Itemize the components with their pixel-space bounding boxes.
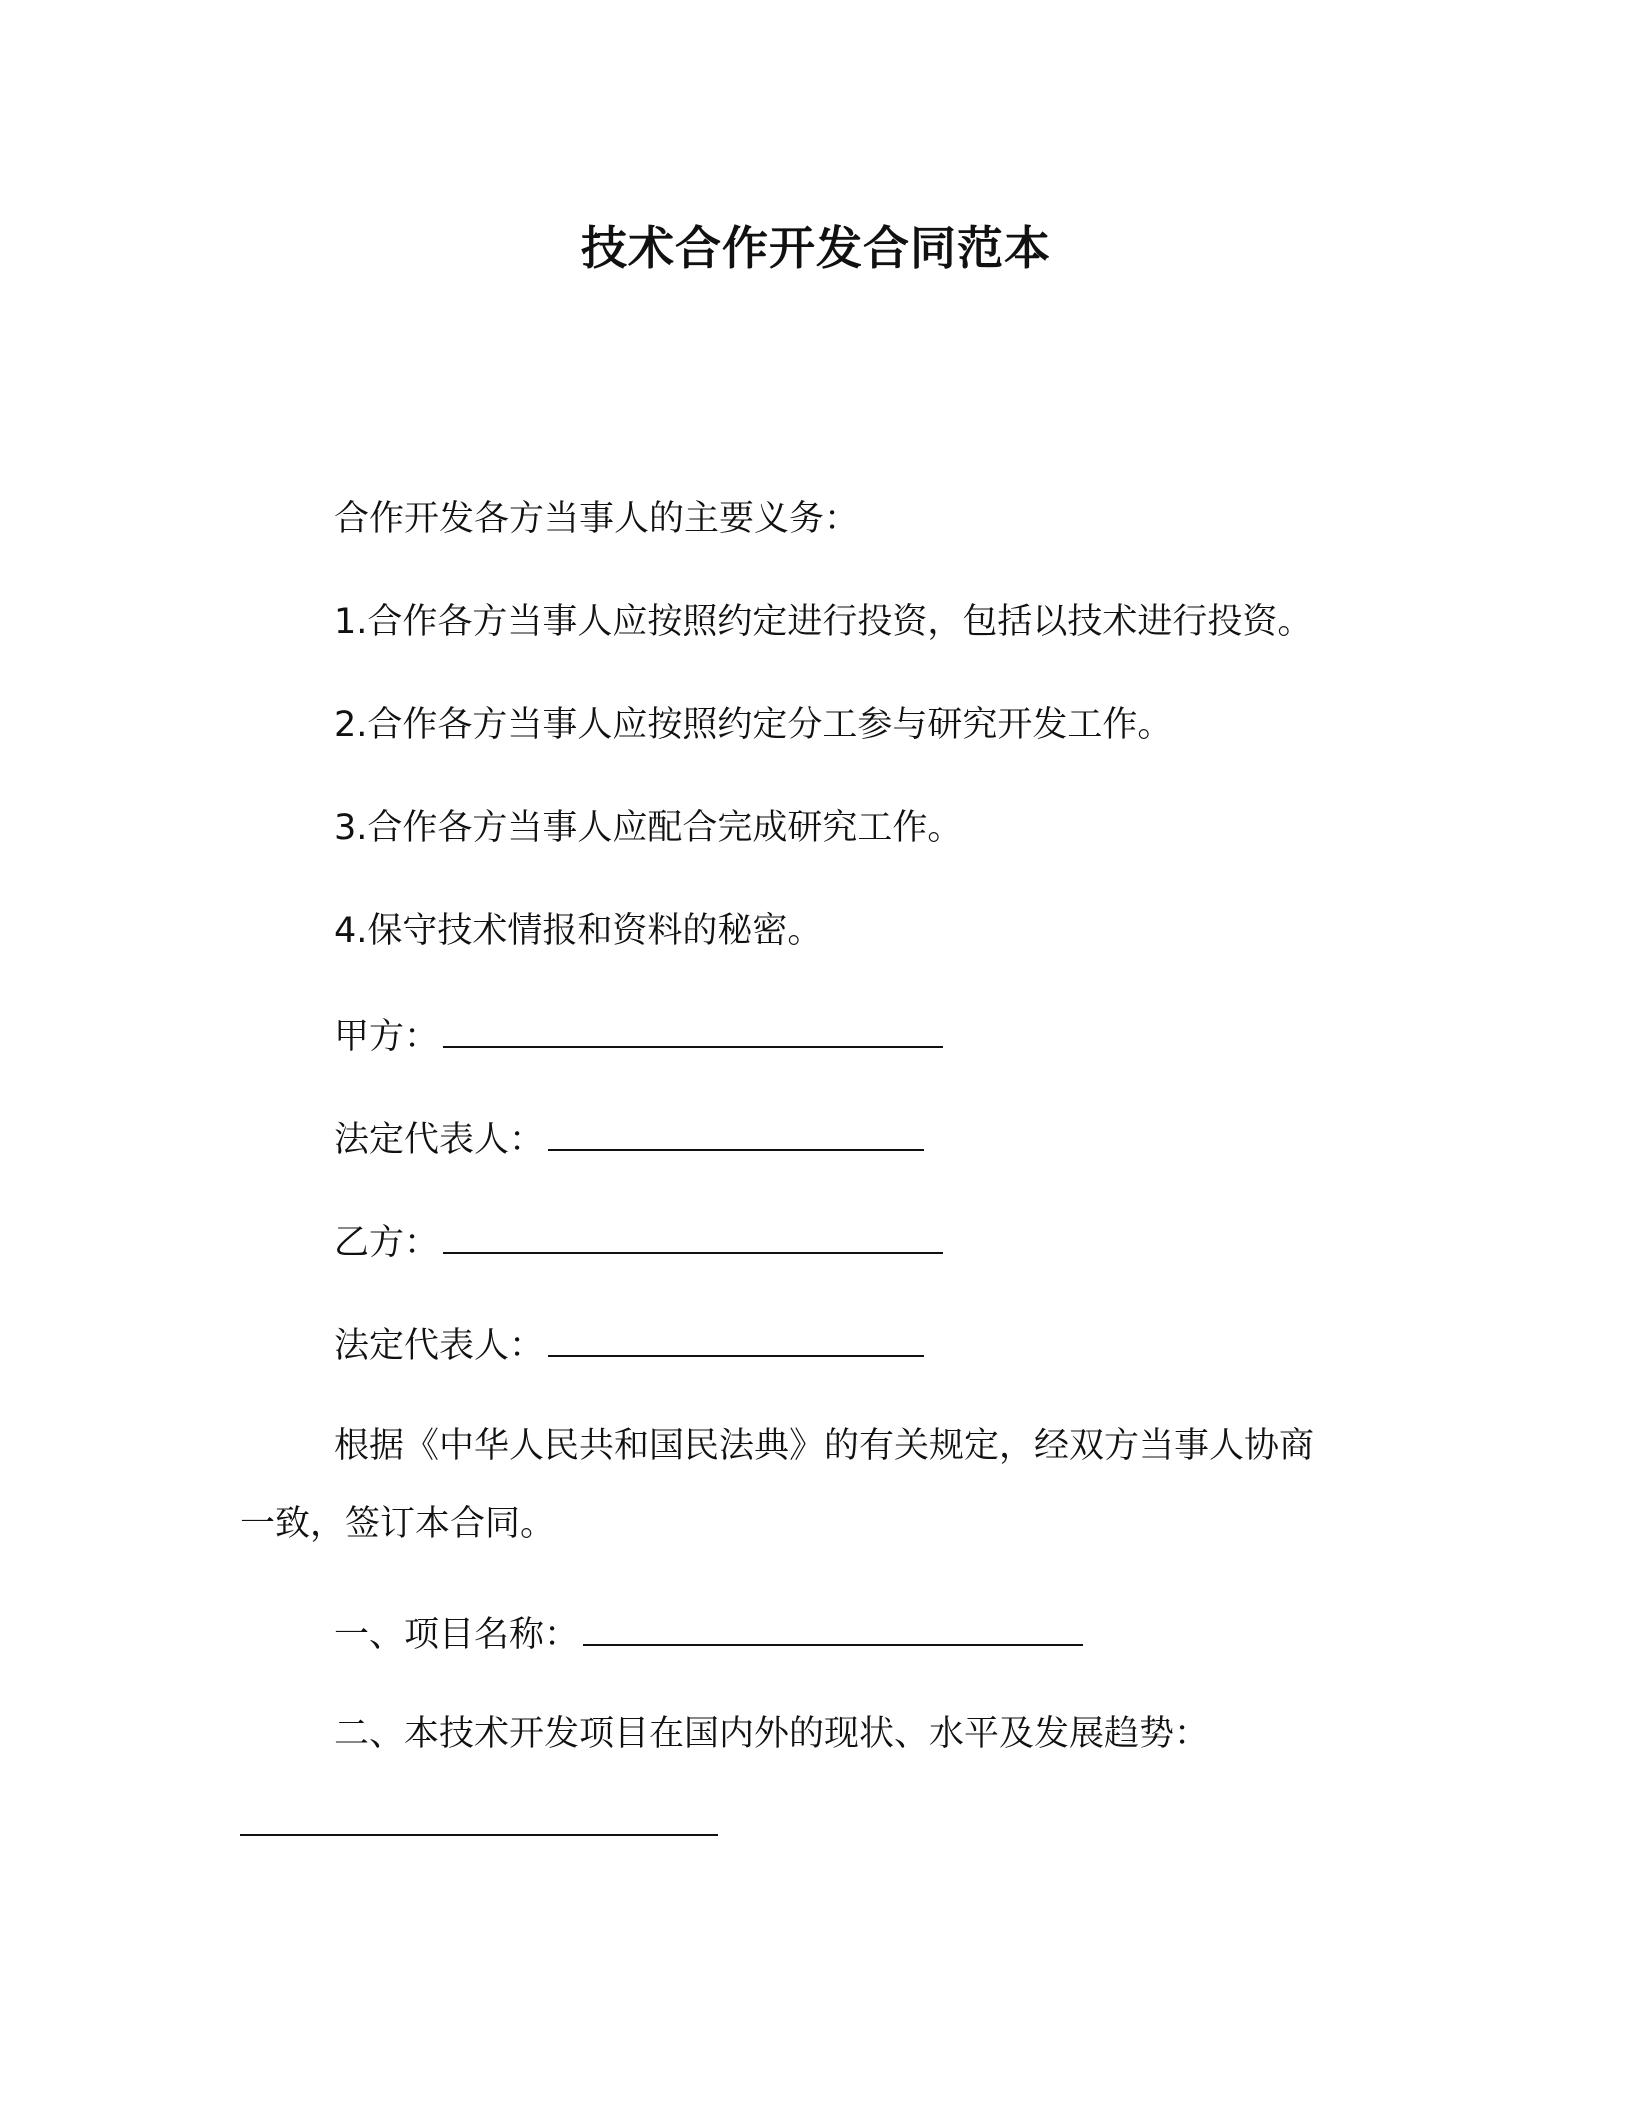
party-a-rep-blank[interactable] [548,1113,924,1151]
party-b-rep-label: 法定代表人： [334,1326,545,1366]
party-b-rep-blank[interactable] [548,1319,924,1357]
party-a-label: 甲方： [334,1017,440,1057]
party-a-rep-row [334,1113,924,1164]
section-1-label: 一、项目名称： [334,1615,580,1655]
legal-basis-line-2: 一致，签订本合同。 [240,1504,556,1544]
obligations-heading: 合作开发各方当事人的主要义务： [334,499,860,539]
party-a-rep-label: 法定代表人： [334,1120,545,1160]
party-b-blank[interactable] [443,1216,943,1254]
document-title: 技术合作开发合同范本 [581,221,1051,275]
party-a-row [334,1010,943,1061]
party-b-row [334,1216,943,1267]
party-b-label: 乙方： [334,1223,440,1263]
legal-basis-line-1: 根据《中华人民共和国民法典》的有关规定，经双方当事人协商 [334,1426,1315,1466]
party-a-blank[interactable] [443,1010,943,1048]
section-1-row [334,1608,1083,1659]
obligation-item-3: 3.合作各方当事人应配合完成研究工作。 [334,808,963,848]
section-2-blank[interactable] [240,1834,718,1836]
section-2-heading: 二、本技术开发项目在国内外的现状、水平及发展趋势： [334,1714,1210,1754]
party-b-rep-row [334,1319,924,1370]
obligation-item-2: 2.合作各方当事人应按照约定分工参与研究开发工作。 [334,705,1173,745]
project-name-blank[interactable] [583,1608,1083,1646]
obligation-item-1: 1.合作各方当事人应按照约定进行投资，包括以技术进行投资。 [334,602,1313,642]
obligation-item-4: 4.保守技术情报和资料的秘密。 [334,911,823,951]
